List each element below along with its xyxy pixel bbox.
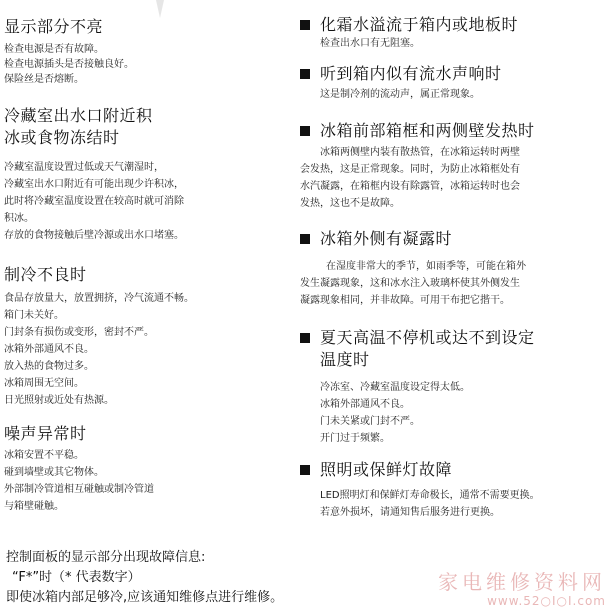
footer-line: 控制面板的显示部分出现故障信息: bbox=[6, 550, 206, 565]
watermark-title: 家电维修资料网 bbox=[438, 570, 606, 594]
square-bullet-icon bbox=[300, 333, 310, 343]
body-line: 门封条有损伤或变形，密封不严。 bbox=[4, 327, 154, 338]
section-title-line: 冷藏室出水口附近积 bbox=[4, 106, 153, 125]
body-line: 门未关紧或门封不严。 bbox=[320, 416, 420, 427]
section-title-line: 夏天高温不停机或达不到设定 bbox=[320, 328, 535, 347]
section-flowing-sound bbox=[300, 63, 610, 102]
body-line: 检查电源是否有故障。 bbox=[4, 44, 104, 55]
square-bullet-icon bbox=[300, 69, 310, 79]
body-line: 积冰。 bbox=[4, 213, 34, 224]
square-bullet-icon bbox=[300, 234, 310, 244]
body-line: 开门过于频繁。 bbox=[320, 433, 390, 444]
body-line: 冷藏室温度设置过低或天气潮湿时， bbox=[4, 162, 164, 173]
square-bullet-icon bbox=[300, 465, 310, 475]
square-bullet-icon bbox=[300, 20, 310, 30]
section-heading bbox=[300, 14, 610, 36]
body-line: 与箱壁碰触。 bbox=[4, 501, 64, 512]
section-title: 制冷不良时 bbox=[4, 265, 87, 284]
footer-line: 即使冰箱内部足够冷,应该通知维修点进行维修。 bbox=[6, 590, 284, 605]
error-code-note bbox=[6, 548, 606, 608]
section-title-line: 温度时 bbox=[320, 350, 370, 369]
body-line: 检查电源插头是否接触良好。 bbox=[4, 59, 134, 70]
right-column bbox=[300, 8, 610, 521]
section-summer-high-temp bbox=[300, 327, 610, 447]
section-title: 照明或保鲜灯故障 bbox=[320, 460, 453, 479]
body-line: 存放的食物接触后壁冷源或出水口堵塞。 bbox=[4, 230, 184, 241]
body-line: 碰到墙壁或其它物体。 bbox=[4, 467, 104, 478]
section-abnormal-noise bbox=[4, 423, 292, 515]
body-line: 冰箱外部通风不良。 bbox=[320, 399, 410, 410]
body-line: 若意外损坏，请通知售后服务进行更换。 bbox=[320, 507, 500, 518]
section-display-not-lit bbox=[4, 16, 292, 87]
body-line: 这是制冷剂的流动声，属正常现象。 bbox=[320, 89, 480, 100]
section-poor-cooling bbox=[4, 264, 292, 409]
body-line: 冰箱两侧壁内装有散热管，在冰箱运转时两壁 bbox=[320, 147, 520, 158]
footer-line: “F*”时（* 代表数字） bbox=[12, 570, 141, 585]
body-line: 此时将冷藏室温度设置在较高时就可消除 bbox=[4, 196, 184, 207]
square-bullet-icon bbox=[300, 126, 310, 136]
section-heading bbox=[300, 63, 610, 85]
body-line: 冷藏室出水口附近有可能出现少许积冰， bbox=[4, 179, 184, 190]
section-defrost-overflow bbox=[300, 14, 610, 51]
body-line: 放入热的食物过多。 bbox=[4, 361, 94, 372]
section-title bbox=[320, 327, 535, 371]
section-title: 显示部分不亮 bbox=[4, 17, 104, 36]
body-line: 冰箱周围无空间。 bbox=[4, 378, 84, 389]
body-line: 冰箱安置不平稳。 bbox=[4, 450, 84, 461]
section-heading bbox=[300, 459, 610, 481]
section-lighting-fault bbox=[300, 459, 610, 521]
body-line: 凝露现象相同，并非故障。可用干布把它揩干。 bbox=[300, 295, 510, 306]
section-title: 冰箱外侧有凝露时 bbox=[320, 229, 453, 248]
body-line: 检查出水口有无阻塞。 bbox=[320, 38, 420, 49]
section-heading bbox=[300, 120, 610, 142]
section-front-frame-heat bbox=[300, 120, 610, 212]
section-title: 冰箱前部箱框和两侧壁发热时 bbox=[320, 121, 535, 140]
body-line: 冷冻室、冷藏室温度设定得太低。 bbox=[320, 382, 470, 393]
body-line: 食品存放量大，放置拥挤，冷气流通不畅。 bbox=[4, 293, 194, 304]
section-heading bbox=[300, 228, 610, 250]
body-line: LED照明灯和保鲜灯寿命极长，通常不需要更换。 bbox=[320, 490, 540, 501]
section-heading bbox=[300, 327, 610, 371]
body-line: 发生凝露现象，这和冰水注入玻璃杯使其外侧发生 bbox=[300, 278, 520, 289]
body-line: 冰箱外部通风不良。 bbox=[4, 344, 94, 355]
body-line: 保险丝是否熔断。 bbox=[4, 74, 84, 85]
body-line: 发热，这也不是故障。 bbox=[300, 198, 400, 209]
section-title: 噪声异常时 bbox=[4, 424, 87, 443]
body-line: 箱门未关好。 bbox=[4, 310, 64, 321]
section-ice-near-outlet bbox=[4, 105, 292, 244]
left-column bbox=[4, 8, 292, 515]
watermark-url: www.52○I○I.com bbox=[487, 594, 606, 608]
body-line: 在湿度非常大的季节，如雨季等，可能在箱外 bbox=[326, 261, 526, 272]
section-title-line: 冰或食物冻结时 bbox=[4, 128, 120, 147]
body-line: 日光照射或近处有热源。 bbox=[4, 395, 114, 406]
body-line: 水汽凝露，在箱框内设有除露管，冰箱运转时也会 bbox=[300, 181, 520, 192]
section-title: 听到箱内似有流水声响时 bbox=[320, 64, 502, 83]
section-external-condensation bbox=[300, 228, 610, 309]
body-line: 外部制冷管道相互碰触或制冷管道 bbox=[4, 484, 154, 495]
section-title: 化霜水溢流于箱内或地板时 bbox=[320, 15, 519, 34]
body-line: 会发热，这是正常现象。同时，为防止冰箱框处有 bbox=[300, 164, 520, 175]
